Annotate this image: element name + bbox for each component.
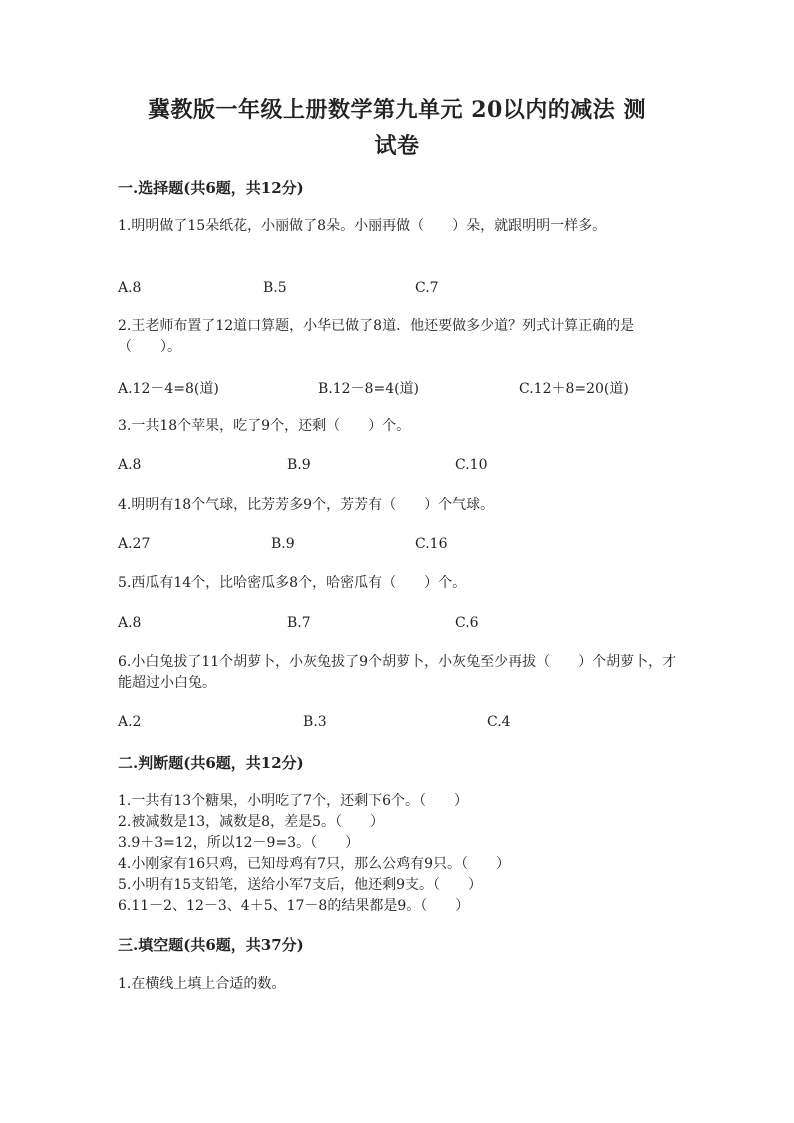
option-b: B.3	[303, 714, 327, 730]
option-a: A.12－4=8(道)	[118, 381, 219, 397]
option-a: A.8	[118, 280, 142, 296]
question-text: 1.在横线上填上合适的数。	[118, 976, 286, 992]
option-a: A.8	[118, 457, 142, 473]
option-c: C.7	[415, 280, 439, 296]
title-line-2: 试卷	[374, 133, 420, 159]
option-b: B.7	[287, 615, 311, 631]
option-c: C.12＋8=20(道)	[519, 381, 629, 397]
title-line-1: 冀教版一年级上册数学第九单元 20以内的减法 测	[148, 97, 646, 123]
option-a: A.2	[118, 714, 142, 730]
option-b: B.12－8=4(道)	[318, 381, 420, 397]
question-text: 5.西瓜有14个，比哈密瓜多8个，哈密瓜有（ ）个。	[118, 575, 467, 591]
question-text: 2.王老师布置了12道口算题，小华已做了8道．他还要做多少道？列式计算正确的是（ ）。	[118, 318, 635, 355]
option-b: B.9	[287, 457, 311, 473]
question-text: 4.明明有18个气球，比芳芳多9个，芳芳有（ ）个气球。	[118, 497, 495, 513]
section-heading-judgment: 二.判断题(共6题，共12分)	[118, 754, 304, 772]
option-c: C.10	[455, 457, 488, 473]
option-b: B.5	[263, 280, 287, 296]
judgment-item: 5.小明有15支铅笔，送给小军7支后，他还剩9支。（ ）	[118, 877, 482, 893]
option-a: A.27	[118, 536, 151, 552]
option-c: C.4	[487, 714, 511, 730]
judgment-item: 4.小刚家有16只鸡，已知母鸡有7只，那么公鸡有9只。（ ）	[118, 856, 510, 872]
option-c: C.16	[415, 536, 448, 552]
question-text: 6.小白兔拔了11个胡萝卜，小灰兔拔了9个胡萝卜，小灰兔至少再拔（ ）个胡萝卜，才能超过小白兔。	[118, 654, 677, 691]
option-a: A.8	[118, 615, 142, 631]
judgment-item: 2.被减数是13，减数是8，差是5。（ ）	[118, 814, 384, 830]
page-title	[100, 92, 694, 164]
judgment-item: 1.一共有13个糖果，小明吃了7个，还剩下6个。（ ）	[118, 793, 468, 809]
section-heading-fill: 三.填空题(共6题，共37分)	[118, 936, 304, 954]
question-text: 1.明明做了15朵纸花，小丽做了8朵。小丽再做（ ）朵，就跟明明一样多。	[118, 218, 607, 234]
option-c: C.6	[455, 615, 479, 631]
judgment-item: 3.9＋3=12，所以12－9=3。（ ）	[118, 835, 360, 851]
option-b: B.9	[271, 536, 295, 552]
section-heading-choice: 一.选择题(共6题，共12分)	[118, 179, 304, 197]
question-text: 3.一共18个苹果，吃了9个，还剩（ ）个。	[118, 418, 411, 434]
judgment-item: 6.11－2、12－3、4＋5、17－8的结果都是9。（ ）	[118, 898, 470, 914]
